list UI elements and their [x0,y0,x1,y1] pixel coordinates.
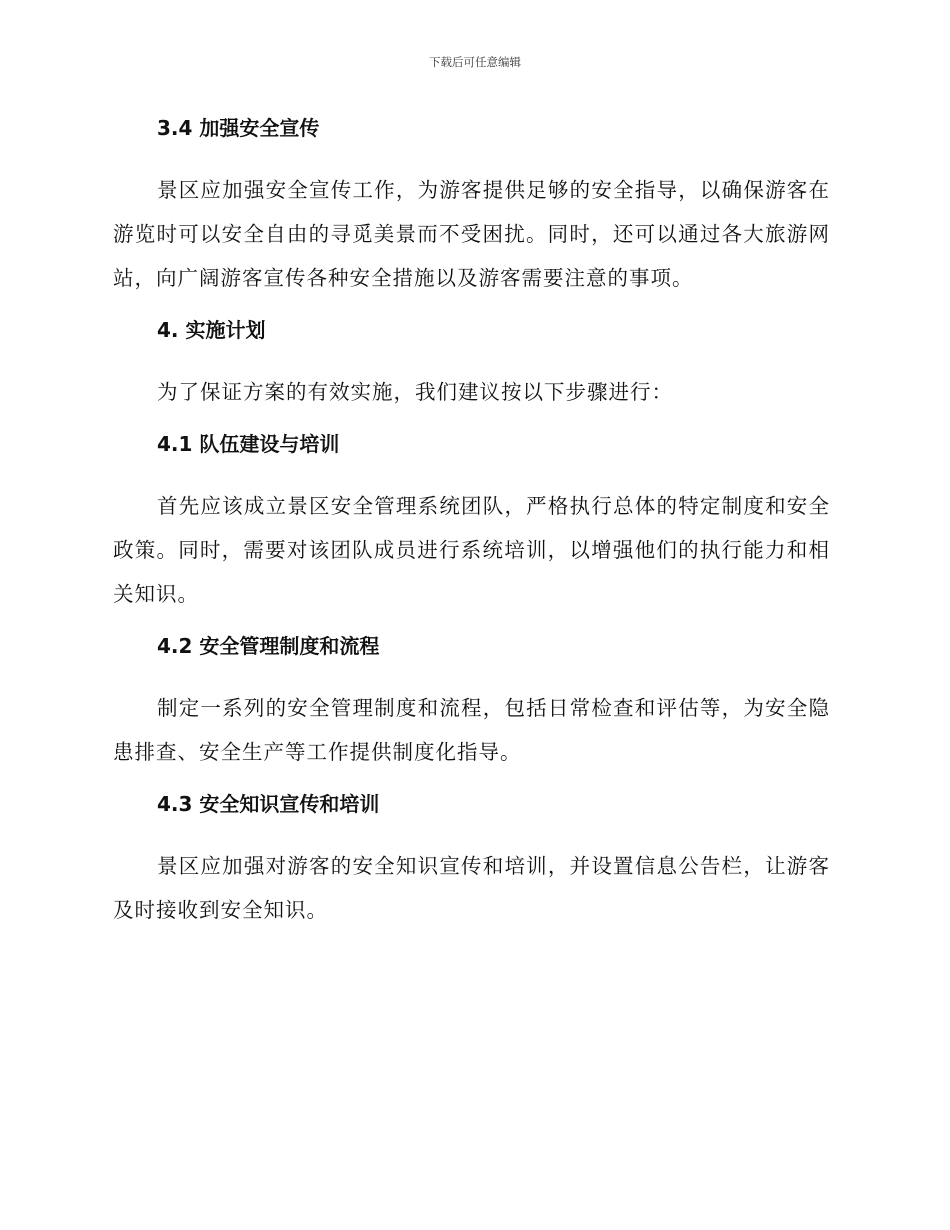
spacer [113,300,830,312]
page-header: 下载后可任意编辑 [429,55,521,69]
spacer [113,664,830,686]
spacer [113,348,830,370]
section-paragraph-4: 为了保证方案的有效实施，我们建议按以下步骤进行： [157,380,673,404]
section-heading-3-4: 3.4 加强安全宣传 [157,116,320,140]
section-paragraph-4-1: 首先应该成立景区安全管理系统团队，严格执行总体的特定制度和安全政策。同时，需要对该团队成员进行系统培训，以增强他们的执行能力和相关知识。 [113,494,830,606]
spacer [113,822,830,844]
section-heading-4-1: 4.1 队伍建设与培训 [157,432,340,456]
section-heading-4-3: 4.3 安全知识宣传和培训 [157,792,380,816]
spacer [113,616,830,628]
section-paragraph-4-2: 制定一系列的安全管理制度和流程，包括日常检查和评估等，为安全隐患排查、安全生产等工作提供制度化指导。 [113,696,830,764]
spacer [113,146,830,168]
section-paragraph-4-3: 景区应加强对游客的安全知识宣传和培训，并设置信息公告栏，让游客及时接收到安全知识。 [113,854,830,922]
section-paragraph-3-4: 景区应加强安全宣传工作，为游客提供足够的安全指导，以确保游客在游览时可以安全自由的寻觅美景而不受困扰。同时，还可以通过各大旅游网站，向广阔游客宣传各种安全措施以及游客需要注意的事项。 [113,178,830,290]
section-heading-4-2: 4.2 安全管理制度和流程 [157,634,380,658]
spacer [113,462,830,484]
document-body [113,110,830,932]
spacer [113,414,830,426]
spacer [113,774,830,786]
section-heading-4: 4. 实施计划 [157,318,266,342]
